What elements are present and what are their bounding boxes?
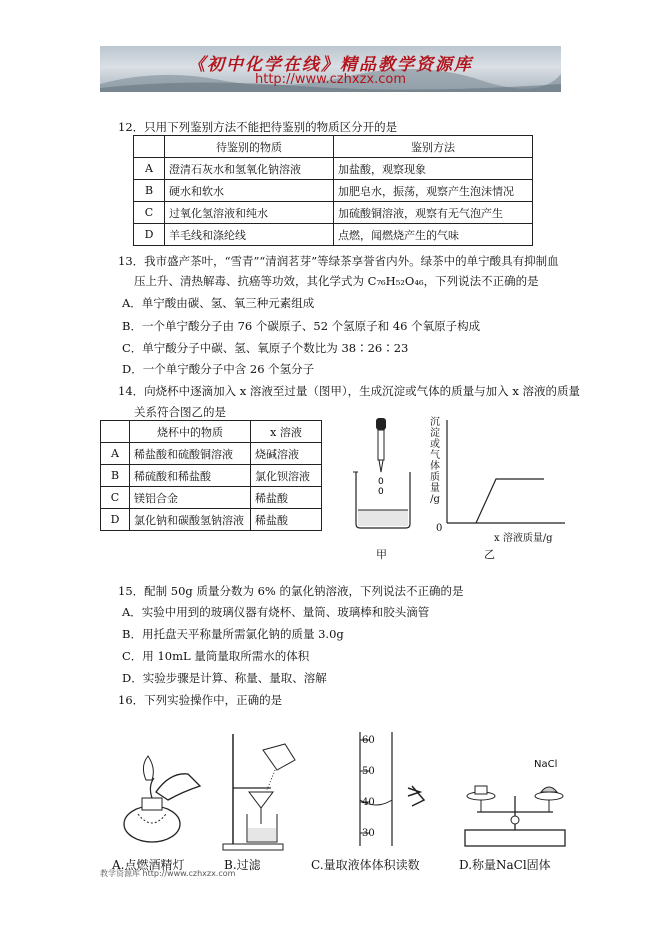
ylabel-char: 淀: [430, 428, 440, 439]
cylinder-tick-60: 60: [362, 735, 375, 746]
table-cell: 稀硫酸和稀盐酸: [130, 465, 251, 487]
q13-option: B．一个单宁酸分子由 76 个碳原子、52 个氢原子和 46 个氧原子构成: [122, 319, 481, 333]
table-row: [101, 443, 322, 465]
cylinder-tick-30: 30: [362, 828, 375, 839]
figure-yi-label: 乙: [484, 548, 495, 561]
table-cell: 加肥皂水，振荡，观察产生泡沫情况: [334, 180, 533, 202]
table-cell: B: [101, 465, 130, 487]
table-header: 鉴别方法: [334, 136, 533, 158]
q15-option: C．用 10mL 量筒量取所需水的体积: [122, 649, 310, 663]
table-row: [134, 158, 533, 180]
table-cell: 烧碱溶液: [251, 443, 322, 465]
figure-b-filtration: [215, 730, 305, 852]
table-row: [134, 136, 533, 158]
table-cell: 过氧化氢溶液和纯水: [165, 202, 334, 224]
table-cell: 羊毛线和涤纶线: [165, 224, 334, 246]
cylinder-tick-50: 50: [362, 766, 375, 777]
table-cell: 加硫酸铜溶液，观察有无气泡产生: [334, 202, 533, 224]
ylabel-char: 沉: [430, 417, 440, 428]
q16-caption-a: A.点燃酒精灯: [112, 858, 185, 872]
figure-yi-origin: 0: [436, 523, 443, 534]
cylinder-tick-40: 40: [362, 797, 375, 808]
q16-caption-c: C.量取液体体积读数: [311, 858, 420, 872]
data-line: [476, 479, 544, 523]
table-row: [134, 202, 533, 224]
table-cell: C: [101, 487, 130, 509]
table-cell: [134, 136, 165, 158]
table-cell: D: [134, 224, 165, 246]
figure-jia-beaker: [348, 416, 418, 534]
q16-stem: 16．下列实验操作中，正确的是: [118, 693, 283, 707]
ylabel-char: 气: [430, 450, 440, 461]
q13-stem-line1: 13．我市盛产茶叶，“雪青”“清润茗芽”等绿茶享誉省内外。绿茶中的单宁酸具有抑制血: [118, 254, 559, 268]
ylabel-char: 体: [430, 461, 440, 472]
table-cell: 稀盐酸: [251, 487, 322, 509]
table-cell: 澄清石灰水和氢氧化钠溶液: [165, 158, 334, 180]
table-cell: [101, 421, 130, 443]
table-cell: 镁铝合金: [130, 487, 251, 509]
table-cell: 点燃，闻燃烧产生的气味: [334, 224, 533, 246]
q14-stem-line1: 14．向烧杯中逐滴加入 x 溶液至过量（图甲），生成沉淀或气体的质量与加入 x 溶液的质量: [118, 384, 580, 398]
table-cell: C: [134, 202, 165, 224]
q15-option: A．实验中用到的玻璃仪器有烧杯、量筒、玻璃棒和胶头滴管: [122, 605, 430, 619]
table-cell: A: [101, 443, 130, 465]
table-cell: 稀盐酸和硫酸铜溶液: [130, 443, 251, 465]
ylabel-char: /g: [430, 494, 440, 505]
table-cell: B: [134, 180, 165, 202]
table-row: [101, 465, 322, 487]
figure-d-balance: [455, 768, 575, 852]
ylabel-char: 或: [430, 439, 440, 450]
table-cell: A: [134, 158, 165, 180]
table-header: x 溶液: [251, 421, 322, 443]
table-row: [134, 180, 533, 202]
q13-option: C．单宁酸分子中碳、氢、氧原子个数比为 38∶26∶23: [122, 341, 409, 355]
figure-yi-xlabel: x 溶液质量/g: [494, 533, 553, 544]
q13-option: A．单宁酸由碳、氢、氧三种元素组成: [122, 296, 315, 310]
q15-option: B．用托盘天平称量所需氯化钠的质量 3.0g: [122, 627, 344, 641]
table-cell: 硬水和软水: [165, 180, 334, 202]
nacl-label: NaCl: [534, 759, 558, 770]
ylabel-char: 质: [430, 472, 440, 483]
banner-title: 《初中化学在线》精品教学资源库: [188, 55, 473, 75]
figure-jia-label: 甲: [376, 548, 387, 561]
header-banner: [100, 46, 561, 92]
table-row: [134, 224, 533, 246]
q15-stem: 15．配制 50g 质量分数为 6% 的氯化钠溶液，下列说法不正确的是: [118, 584, 464, 598]
q14-table: [100, 420, 322, 531]
q12-table: [133, 135, 533, 246]
q14-stem-line2: 关系符合图乙的是: [134, 405, 226, 419]
table-row: [101, 487, 322, 509]
table-cell: 氯化钠和碳酸氢钠溶液: [130, 509, 251, 531]
figure-yi-graph: [420, 416, 570, 536]
table-cell: 氯化钡溶液: [251, 465, 322, 487]
q16-caption-d: D.称量NaCl固体: [459, 858, 551, 872]
svg-text:0: 0: [378, 487, 384, 497]
table-cell: D: [101, 509, 130, 531]
table-row: [101, 509, 322, 531]
q15-option: D．实验步骤是计算、称量、量取、溶解: [122, 671, 327, 685]
q16-caption-b: B.过滤: [224, 858, 261, 872]
figure-a-alcohol-lamps: [112, 752, 212, 852]
q13-option: D．一个单宁酸分子中含 26 个氢分子: [122, 362, 315, 376]
banner-url[interactable]: http://www.czhxzx.com: [255, 72, 406, 87]
footer-text: 教学资源库 http://www.czhxzx.com: [100, 869, 236, 878]
table-cell: 加盐酸，观察现象: [334, 158, 533, 180]
table-header: 待鉴别的物质: [165, 136, 334, 158]
table-header: 烧杯中的物质: [130, 421, 251, 443]
q12-stem: 12．只用下列鉴别方法不能把待鉴别的物质区分开的是: [118, 120, 398, 134]
figure-yi-ylabel: [429, 417, 441, 505]
table-cell: 稀盐酸: [251, 509, 322, 531]
table-row: [101, 421, 322, 443]
ylabel-char: 量: [430, 483, 440, 494]
q13-stem-line2: 压上升、清热解毒、抗癌等功效，其化学式为 C₇₆H₅₂O₄₆，下列说法不正确的是: [134, 274, 539, 288]
svg-text:0: 0: [378, 477, 384, 487]
